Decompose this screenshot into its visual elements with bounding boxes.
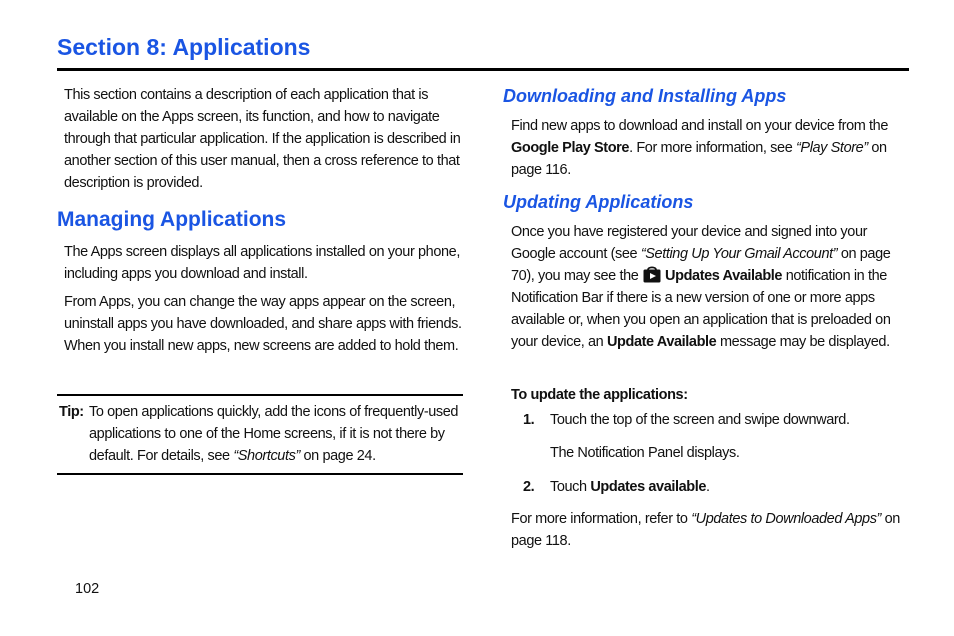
step-1-text: Touch the top of the screen and swipe downward. [550,412,850,428]
tip-reference-link[interactable]: “Shortcuts” [233,448,300,464]
tip-label: Tip: [59,404,84,420]
play-store-icon [642,265,662,283]
section-title: Section 8: Applications [57,34,311,60]
downloading-paragraph: Find new apps to download and install on your device from the Google Play Store. For more information, see “Play Store” on page 116. [511,118,889,178]
procedure-title: To update the applications: [511,387,688,403]
step-1-result: The Notification Panel displays. [550,445,740,461]
tip-top-rule [57,394,463,396]
page-number: 102 [75,581,100,597]
downloading-heading: Downloading and Installing Apps [503,86,787,106]
play-store-reference-link[interactable]: “Play Store” [796,140,868,156]
tip-bottom-rule [57,473,463,475]
managing-paragraph-1: The Apps screen displays all applications installed on your phone, including apps you download and install. [64,244,460,282]
updates-reference-link[interactable]: “Updates to Downloaded Apps” [691,511,881,527]
step-2-number: 2. [523,479,535,495]
title-rule [57,68,909,71]
step-1-number: 1. [523,412,535,428]
gmail-account-reference-link[interactable]: “Setting Up Your Gmail Account” [640,246,838,262]
updating-heading: Updating Applications [503,192,694,212]
managing-paragraph-2: From Apps, you can change the way apps appear on the screen, uninstall apps you have downloaded, and share apps with friends. When you install new apps, new screens are added to hold them. [64,294,462,354]
managing-heading: Managing Applications [57,208,287,231]
updating-paragraph: Once you have registered your device and signed into your Google account (see “Setting Up Your Gmail Account” on page 70), you may see the Updates Available notification in the Notification Bar if there is a new version of one or more apps available or, when you open an application that is preloaded on your device, an Update Available message may be displayed. [511,224,891,350]
intro-paragraph: This section contains a description of each application that is available on the Apps screen, its function, and how to navigate through that particular application. If the application is described in another section of this user manual, then a cross reference to that description is provided. [64,87,461,191]
more-info-paragraph: For more information, refer to “Updates to Downloaded Apps” on page 118. [511,511,900,549]
step-2-text: Touch Updates available. [550,479,710,495]
tip-text: To open applications quickly, add the icons of frequently-used applications to one of the Home screens, if it is not there by default. For details, see “Shortcuts” on page 24. [89,404,459,464]
